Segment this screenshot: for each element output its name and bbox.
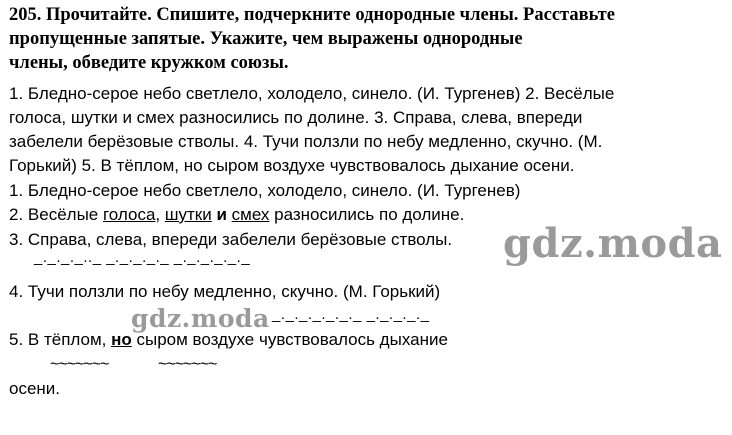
s2-comma: , (155, 205, 165, 224)
header-line-2: пропущенные запятые. Укажите, чем выражены однородные (9, 29, 523, 49)
header-line-3: члены, обведите кружком союзы. (9, 53, 289, 73)
paragraph-line-1: 1. Бледно-серое небо светлело, холодело, синело. (И. Тургенев) 2. Весёлые (9, 84, 615, 103)
paragraph-line-4: Горький) 5. В тёплом, но сыром воздухе чувствовалось дыхание осени. (9, 156, 575, 175)
s2-prefix: 2. Весёлые (9, 205, 103, 224)
header-line-1: 205. Прочитайте. Спишите, подчеркните однородные члены. Расставьте (9, 5, 615, 25)
s3-adverbial-underline-marks: _._._._.._ _._._._._ _._._._._._ (34, 249, 251, 266)
s5-prefix: 5. В тёплом, (9, 330, 112, 349)
s5-conjunction: но (111, 330, 132, 349)
source-paragraph (9, 82, 724, 178)
s2-homogeneous-word-1: голоса (102, 205, 156, 224)
answer-sentence-3: 3. Справа, слева, впереди забелели берёзовые стволы. (9, 230, 453, 249)
answer-sentence-5-end: осени. (9, 379, 61, 398)
watermark-large: gdz.moda (503, 220, 723, 267)
s2-conjunction: и (216, 205, 227, 224)
paragraph-line-2: голоса, шутки и смех разносились по долине. 3. Справа, слева, впереди (9, 108, 583, 127)
paragraph-line-3: забелели берёзовые стволы. 4. Тучи ползли по небу медленно, скучно. (М. (9, 132, 603, 151)
s5-rest: сыром воздухе чувствовалось дыхание (131, 330, 448, 349)
s5-wavy-underline-2: ~~~~~~~ (158, 356, 217, 373)
s2-homogeneous-word-2: шутки (164, 205, 212, 224)
s2-rest: разносились по долине. (269, 205, 465, 224)
s2-homogeneous-word-3: смех (231, 205, 270, 224)
s4-adverbial-underline-marks: _._._._._._._ _._._._._ (272, 306, 430, 323)
answer-sentence-4: 4. Тучи ползли по небу медленно, скучно. (М. Горький) (9, 282, 441, 301)
answer-sentence-1: 1. Бледно-серое небо светлело, холодело, синело. (И. Тургенев) (9, 181, 521, 200)
answer-sentence-2 (9, 204, 464, 226)
s5-wavy-underline-1: ~~~~~~~ (50, 356, 109, 373)
watermark-small: gdz.moda (131, 304, 270, 333)
exercise-header (9, 3, 724, 75)
